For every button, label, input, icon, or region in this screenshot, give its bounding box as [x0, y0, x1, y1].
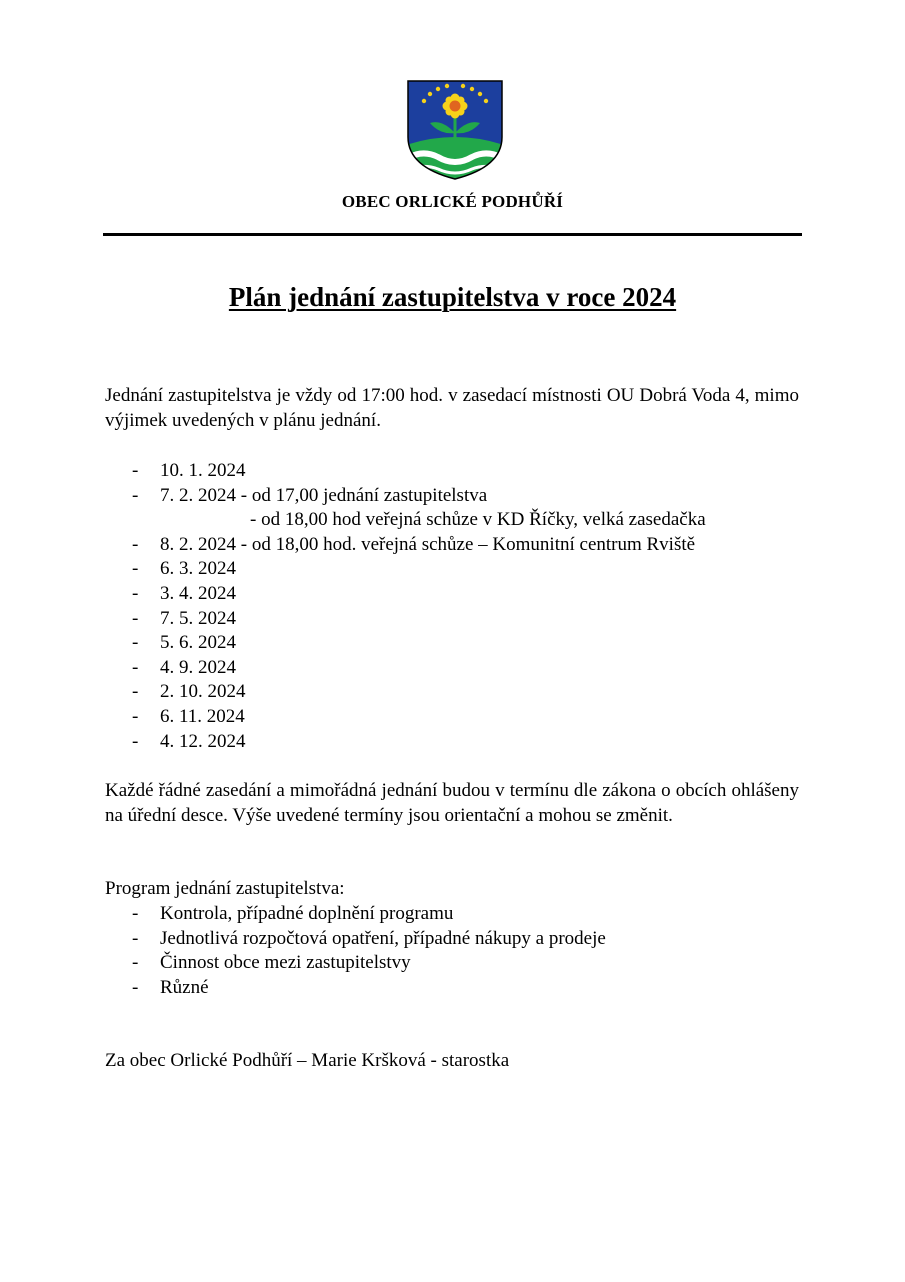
bullet-dash: - — [132, 976, 139, 998]
list-item — [105, 976, 805, 1001]
bullet-dash: - — [132, 656, 139, 678]
bullet-dash: - — [132, 705, 139, 727]
bullet-dash: - — [132, 681, 139, 703]
bullet-dash: - — [132, 582, 139, 604]
municipal-coat-of-arms — [406, 79, 504, 181]
bullet-dash: - — [132, 952, 139, 974]
list-item — [105, 459, 805, 484]
meeting-date: 5. 6. 2024 — [160, 632, 236, 654]
notice-paragraph: Každé řádné zasedání a mimořádná jednání budou v termínu dle zákona o obcích ohlášeny na úřední desce. Výše uvedené termíny jsou orientační a mohou se změnit. — [105, 780, 799, 826]
municipality-name: OBEC ORLICKÉ PODHŮŘÍ — [341, 192, 564, 211]
list-item — [105, 533, 805, 558]
list-item — [105, 582, 805, 607]
meeting-date: 7. 2. 2024 - od 17,00 jednání zastupitelstva — [160, 484, 488, 506]
intro-paragraph: Jednání zastupitelstva je vždy od 17:00 hod. v zasedací místnosti OU Dobrá Voda 4, mimo výjimek uvedených v plánu jednání. — [105, 385, 799, 431]
signature-line: Za obec Orlické Podhůří – Marie Kršková - starostka — [105, 1050, 510, 1071]
bullet-dash: - — [132, 903, 139, 924]
meeting-date: 8. 2. 2024 - od 18,00 hod. veřejná schůze – Komunitní centrum Rviště — [160, 533, 696, 555]
list-item — [105, 557, 805, 582]
header-divider — [103, 233, 802, 236]
bullet-dash: - — [132, 730, 139, 752]
bullet-dash: - — [132, 460, 139, 481]
document-title: Plán jednání zastupitelstva v roce 2024 — [228, 282, 677, 312]
list-item — [105, 631, 805, 656]
program-item: Činnost obce mezi zastupitelstvy — [160, 952, 411, 974]
list-item — [105, 705, 805, 730]
meeting-dates-list — [105, 459, 805, 754]
meeting-date: 7. 5. 2024 — [160, 607, 236, 629]
list-item — [105, 902, 805, 927]
program-item: Jednotlivá rozpočtová opatření, případné nákupy a prodeje — [160, 927, 606, 949]
meeting-date: 4. 9. 2024 — [160, 656, 236, 678]
list-item — [105, 484, 805, 509]
meeting-date: 3. 4. 2024 — [160, 582, 236, 604]
program-item: Různé — [160, 976, 209, 998]
list-item — [105, 680, 805, 705]
bullet-dash: - — [132, 607, 139, 629]
bullet-dash: - — [132, 927, 139, 949]
program-item: Kontrola, případné doplnění programu — [160, 903, 454, 924]
meeting-detail: - od 18,00 hod veřejná schůze v KD Říčky, velká zasedačka — [250, 509, 706, 531]
bullet-dash: - — [132, 558, 139, 580]
program-list — [105, 902, 805, 1000]
list-item — [105, 607, 805, 632]
list-item — [105, 951, 805, 976]
meeting-date: 10. 1. 2024 — [160, 460, 246, 481]
bullet-dash: - — [132, 484, 139, 506]
list-item — [105, 656, 805, 681]
list-item-continuation — [105, 508, 805, 533]
list-item — [105, 927, 805, 952]
program-heading: Program jednání zastupitelstva: — [105, 878, 345, 899]
meeting-date: 6. 11. 2024 — [160, 705, 245, 727]
bullet-dash: - — [132, 533, 139, 555]
meeting-date: 6. 3. 2024 — [160, 558, 236, 580]
list-item — [105, 730, 805, 755]
bullet-dash: - — [132, 632, 139, 654]
meeting-date: 2. 10. 2024 — [160, 681, 246, 703]
meeting-date: 4. 12. 2024 — [160, 730, 246, 752]
